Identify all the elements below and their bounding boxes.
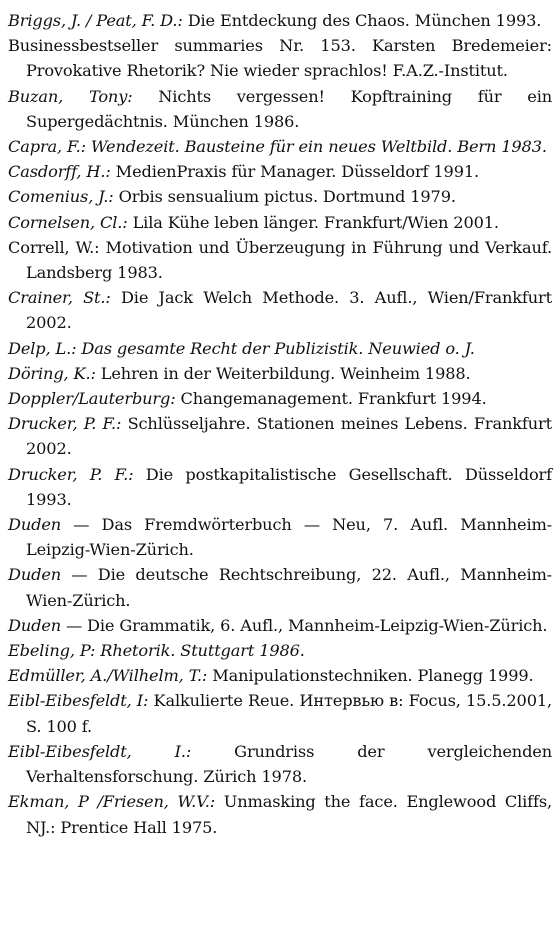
entry-author: Ebeling, P:: [8, 641, 96, 661]
bib-entry: [8, 663, 552, 688]
entry-author: Eibl-Eibesfeldt, I:: [8, 691, 149, 711]
bib-entry: [8, 285, 552, 335]
entry-text: Nichts vergessen! Kopftraining für ein Supergedächtnis. München 1986.: [26, 86, 553, 131]
entry-author: Capra, F.:: [8, 137, 86, 157]
bib-entry: [8, 739, 552, 789]
bib-entry: [8, 159, 552, 184]
bib-entry: [8, 8, 552, 33]
bib-entry: [8, 386, 552, 411]
entry-author: Delp, L.:: [8, 338, 77, 358]
bibliography-page: [8, 8, 552, 840]
entry-text: Unmasking the face. Englewood Cliffs, NJ.: Prentice Hall 1975.: [26, 792, 552, 837]
entry-author: Casdorff, H.:: [8, 162, 111, 182]
bib-entry: [8, 688, 552, 738]
entry-author: Drucker, P. F.:: [8, 414, 122, 434]
entry-author: Doppler/Lauterburg:: [8, 389, 176, 409]
entry-author: Duden: [8, 565, 62, 585]
bib-entry: [8, 462, 552, 512]
entry-author: Edmüller, A./Wilhelm, T.:: [8, 666, 208, 686]
entry-text: Changemanagement. Frankfurt 1994.: [175, 389, 487, 409]
entry-text: Lehren in der Weiterbildung. Weinheim 1988.: [95, 363, 471, 383]
entry-author: Drucker, P. F.:: [8, 464, 134, 484]
entry-author: Cornelsen, Cl.:: [8, 212, 128, 232]
bib-entry: [8, 33, 552, 83]
entry-text: Die Jack Welch Methode. 3. Aufl., Wien/Frankfurt 2002.: [26, 288, 552, 333]
entry-author: Eibl-Eibesfeldt, I.:: [8, 741, 192, 761]
bib-entry: [8, 235, 552, 285]
entry-author: Buzan, Tony:: [8, 86, 133, 106]
bib-entry: [8, 512, 552, 562]
bib-entry: [8, 361, 552, 386]
entry-author: Crainer, St.:: [8, 288, 111, 308]
entry-text: MedienPraxis für Manager. Düsseldorf 1991.: [110, 162, 479, 182]
entry-author: Döring, K.:: [8, 363, 96, 383]
entry-author: Duden: [8, 515, 62, 535]
entry-text: — Die Grammatik, 6. Aufl., Mannheim-Leipzig-Wien-Zürich.: [61, 615, 548, 635]
bib-entry: [8, 336, 552, 361]
entry-text: — Die deutsche Rechtschreibung, 22. Aufl., Mannheim-Wien-Zürich.: [26, 565, 552, 610]
entry-text: Businessbestseller summaries Nr. 153. Karsten Bredemeier: Provokative Rhetorik? Nie wieder sprachlos! F.A.Z.-Institut.: [8, 36, 552, 81]
bib-entry: [8, 613, 552, 638]
entry-text: Die Entdeckung des Chaos. München 1993.: [182, 11, 542, 30]
entry-text: Correll, W.: Motivation und Überzeugung in Führung und Verkauf. Landsberg 1983.: [8, 237, 552, 283]
bib-entry: [8, 638, 552, 663]
entry-author: Briggs, J. / Peat, F. D.:: [8, 11, 183, 30]
bib-entry: [8, 210, 552, 235]
entry-author: Duden: [8, 615, 62, 635]
entry-text: — Das Fremdwörterbuch — Neu, 7. Aufl. Mannheim-Leipzig-Wien-Zürich.: [26, 515, 552, 560]
entry-text: Das gesamte Recht der Publizistik. Neuwied o. J.: [76, 338, 475, 358]
bib-entry: [8, 789, 552, 839]
bib-entry: [8, 134, 552, 159]
entry-text: Die postkapitalistische Gesellschaft. Düsseldorf 1993.: [26, 464, 552, 509]
entry-text: Schlüsseljahre. Stationen meines Lebens. Frankfurt 2002.: [26, 414, 552, 459]
bib-entry: [8, 184, 552, 209]
entry-text: Wendezeit. Bausteine für ein neues Weltbild. Bern 1983.: [85, 137, 547, 157]
entry-author: Comenius, J.:: [8, 187, 114, 207]
bib-entry: [8, 84, 552, 134]
bib-entry: [8, 411, 552, 461]
entry-text: Kalkulierte Reue. Интервью в: Focus, 15.5.2001, S. 100 f.: [26, 691, 552, 736]
entry-text: Rhetorik. Stuttgart 1986.: [95, 641, 305, 661]
entry-text: Grundriss der vergleichenden Verhaltensforschung. Zürich 1978.: [26, 741, 552, 787]
entry-author: Ekman, P /Friesen, W.V.:: [8, 792, 216, 812]
bib-entry: [8, 562, 552, 612]
entry-text: Manipulationstechniken. Planegg 1999.: [207, 666, 534, 686]
entry-text: Lila Kühe leben länger. Frankfurt/Wien 2001.: [127, 212, 499, 232]
entry-text: Orbis sensualium pictus. Dortmund 1979.: [113, 187, 456, 207]
